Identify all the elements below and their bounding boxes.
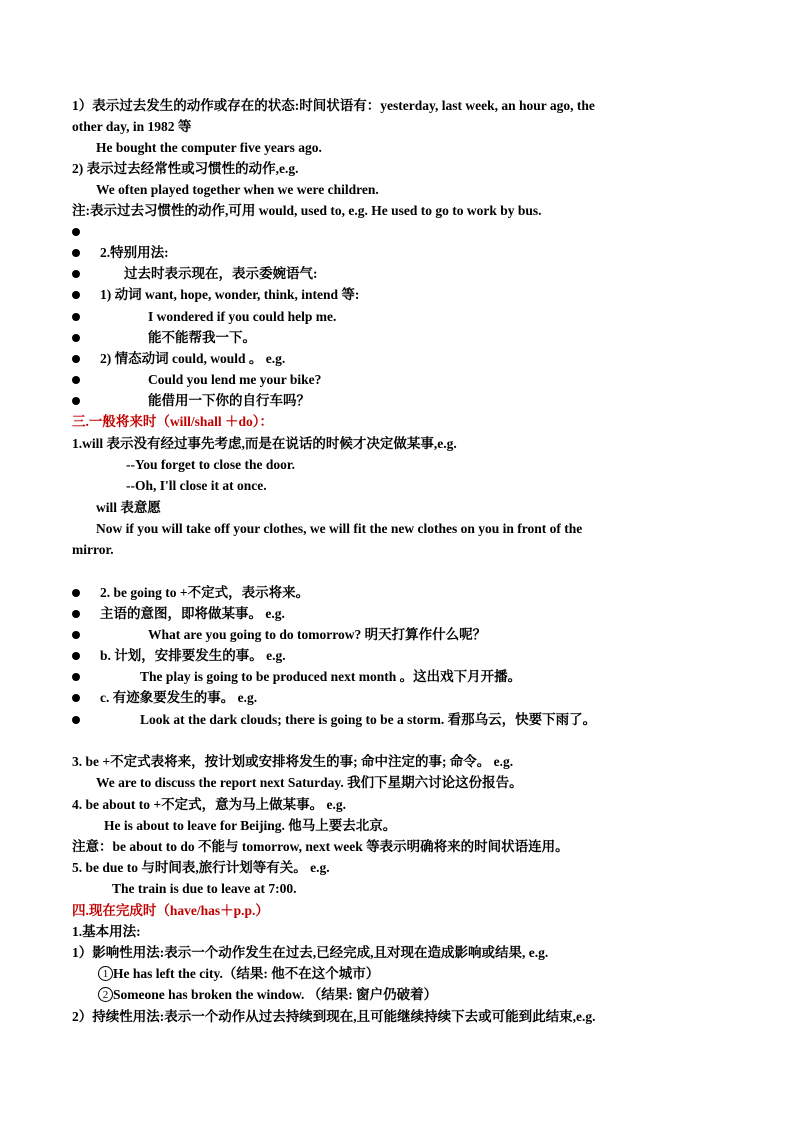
bullet-text: 2.特别用法: (100, 245, 169, 260)
text-line: will 表意愿 (96, 500, 161, 515)
bullet-icon (72, 716, 80, 724)
text-line: 4. be about to +不定式，意为马上做某事。 e.g. (72, 797, 346, 812)
bullet-text: 过去时表示现在，表示委婉语气: (124, 266, 318, 281)
text-line: 1）影响性用法:表示一个动作发生在过去,已经完成,且对现在造成影响或结果, e.g. (72, 945, 549, 960)
text-line: 2）持续性用法:表示一个动作从过去持续到现在,且可能继续持续下去或可能到此结束,e.g. (72, 1009, 596, 1024)
example-line: --Oh, I'll close it at once. (126, 478, 267, 493)
example-line (98, 964, 379, 984)
bullet-icon (72, 631, 80, 639)
example-line: He is about to leave for Beijing. 他马上要去北京。 (104, 818, 397, 833)
bullet-text: 2. be going to +不定式，表示将来。 (100, 585, 310, 600)
circled-number: 2 (98, 987, 113, 1002)
note-line: 注:表示过去习惯性的动作,可用 would, used to, e.g. He used to go to work by bus. (72, 203, 542, 218)
example-line: He bought the computer five years ago. (96, 140, 322, 155)
example-line: The train is due to leave at 7:00. (112, 881, 297, 896)
text-line: 5. be due to 与时间表,旅行计划等有关。 e.g. (72, 860, 330, 875)
bullet-text: Look at the dark clouds; there is going to be a storm. 看那乌云，快要下雨了。 (140, 712, 597, 727)
example-text: Someone has broken the window. （结果: 窗户仍破着） (113, 987, 438, 1002)
bullet-icon (72, 673, 80, 681)
example-line: Now if you will take off your clothes, we will fit the new clothes on you in front of the (96, 521, 583, 536)
bullet-text: b. 计划，安排要发生的事。 e.g. (100, 648, 286, 663)
section-heading: 四.现在完成时（have/has＋p.p.） (72, 903, 269, 918)
bullet-icon (72, 270, 80, 278)
bullet-text: Could you lend me your bike? (148, 372, 322, 387)
bullet-icon (72, 376, 80, 384)
bullet-text: The play is going to be produced next month 。这出戏下月开播。 (140, 669, 522, 684)
text-line: 1）表示过去发生的动作或存在的状态:时间状语有：yesterday, last week, an hour ago, the (72, 98, 595, 113)
bullet-text: c. 有迹象要发生的事。 e.g. (100, 690, 258, 705)
bullet-text: 2) 情态动词 could, would 。 e.g. (100, 351, 286, 366)
bullet-icon (72, 694, 80, 702)
example-line: We often played together when we were children. (96, 182, 379, 197)
text-line: 2) 表示过去经常性或习惯性的动作,e.g. (72, 161, 299, 176)
note-line: 注意：be about to do 不能与 tomorrow, next week 等表示明确将来的时间状语连用。 (72, 839, 569, 854)
example-line: --You forget to close the door. (126, 457, 295, 472)
bullet-text: What are you going to do tomorrow? 明天打算作什么呢？ (148, 627, 487, 642)
bullet-icon (72, 397, 80, 405)
example-line: mirror. (72, 542, 114, 557)
bullet-icon (72, 249, 80, 257)
bullet-icon (72, 291, 80, 299)
bullet-text: 能借用一下你的自行车吗？ (148, 393, 310, 408)
bullet-icon (72, 313, 80, 321)
section-heading: 三.一般将来时（will/shall ＋do）： (72, 414, 274, 429)
bullet-text: I wondered if you could help me. (148, 309, 337, 324)
circled-number: 1 (98, 966, 113, 981)
bullet-text: 能不能帮我一下。 (148, 330, 256, 345)
bullet-icon (72, 334, 80, 342)
bullet-icon (72, 610, 80, 618)
text-line: 1.基本用法: (72, 924, 141, 939)
text-line: 3. be +不定式表将来，按计划或安排将发生的事; 命中注定的事; 命令。 e.g. (72, 754, 514, 769)
text-line: 1.will 表示没有经过事先考虑,而是在说话的时候才决定做某事,e.g. (72, 436, 457, 451)
bullet-icon (72, 652, 80, 660)
bullet-icon (72, 228, 80, 236)
bullet-icon (72, 355, 80, 363)
example-line (98, 985, 437, 1005)
bullet-text: 主语的意图，即将做某事。 e.g. (100, 606, 285, 621)
text-line: other day, in 1982 等 (72, 119, 192, 134)
example-line: We are to discuss the report next Saturday. 我们下星期六讨论这份报告。 (96, 775, 523, 790)
bullet-text: 1) 动词 want, hope, wonder, think, intend 等: (100, 287, 360, 302)
example-text: He has left the city.（结果: 他不在这个城市） (113, 966, 380, 981)
bullet-icon (72, 589, 80, 597)
